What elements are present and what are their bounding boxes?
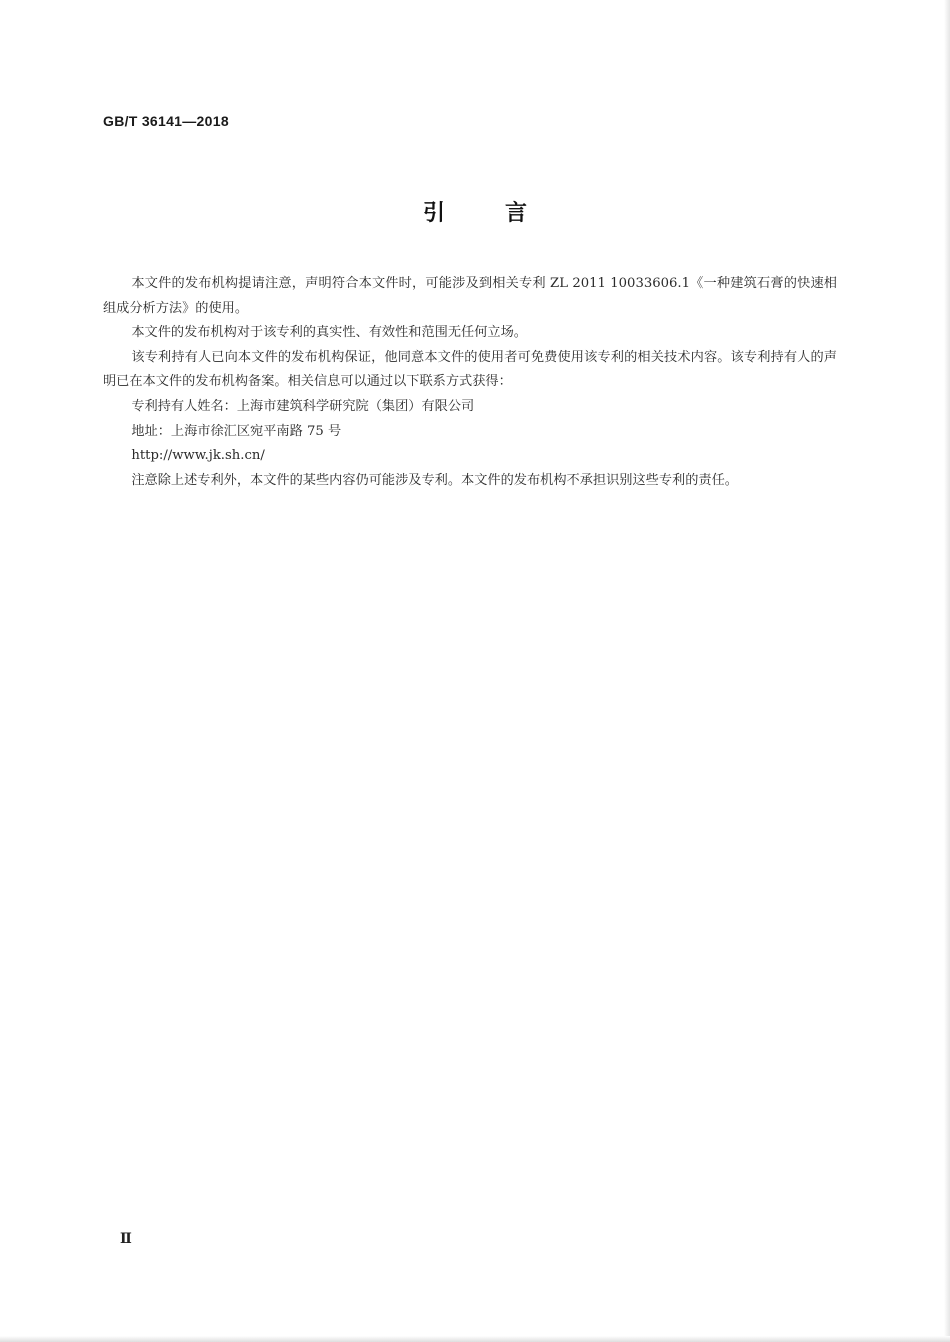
patent-holder-website: http://www.jk.sh.cn/ [131,448,265,464]
patent-holder-name: 专利持有人姓名：上海市建筑科学研究院（集团）有限公司 [131,398,475,414]
patent-holder-address: 地址：上海市徐汇区宛平南路 75 号 [131,423,342,439]
section-title: 引言 [422,201,587,226]
paragraph-disclaimer: 注意除上述专利外，本文件的某些内容仍可能涉及专利。本文件的发布机构不承担识别这些专利的责任。 [131,472,738,488]
page-number: Ⅱ [120,1231,132,1247]
document-body [103,272,837,493]
standard-code-header: GB/T 36141—2018 [103,113,229,129]
paragraph-position-statement: 本文件的发布机构对于该专利的真实性、有效性和范围无任何立场。 [131,325,527,341]
page-edge-shadow [0,1336,950,1342]
paragraph-patent-notice: 本文件的发布机构提请注意，声明符合本文件时，可能涉及到相关专利 ZL 2011 10033606.1《一种建筑石膏的快速相组成分析方法》的使用。 [103,276,837,316]
paragraph-holder-assurance: 该专利持有人已向本文件的发布机构保证，他同意本文件的使用者可免费使用该专利的相关技术内容。该专利持有人的声明已在本文件的发布机构备案。相关信息可以通过以下联系方式获得： [103,349,837,390]
